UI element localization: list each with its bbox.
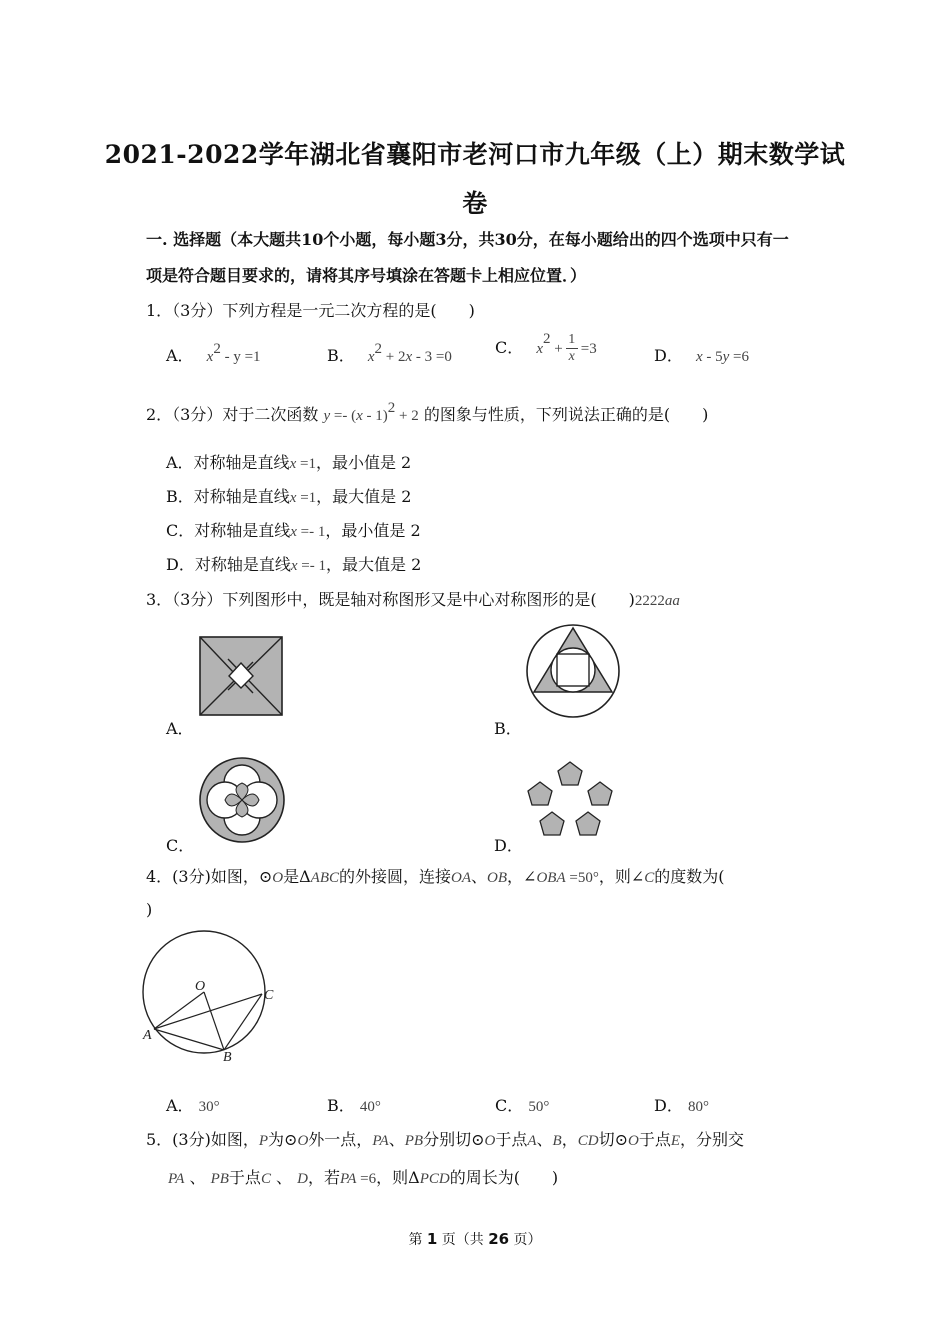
q4-circle-figure [140, 928, 290, 1068]
q4-t-mid3: 、 [471, 867, 488, 886]
q5-A: A [527, 1133, 537, 1149]
q4-c-value: 50° [528, 1099, 550, 1115]
q4-t-mid2: 的外接圆，连接 [339, 867, 452, 886]
q1-c-label: C． [495, 338, 524, 357]
q3-option-b-label: B． [494, 719, 522, 738]
q1-d-x: x [695, 349, 703, 365]
q1-c-fraction [566, 333, 578, 364]
q5-O2: O [484, 1133, 496, 1149]
q4-t-end: 的度数为( [654, 867, 725, 886]
q1-c-plus: + [550, 341, 563, 357]
q4-label-c: C [264, 988, 274, 1003]
q5-t6: 、 [536, 1130, 553, 1149]
q5-t2: 外一点， [308, 1130, 373, 1149]
q2-f-mid2: - 1) [362, 408, 388, 424]
q1-option-c [495, 333, 597, 364]
q4-b-value: 40° [359, 1099, 381, 1115]
q4-t-OB: OB [487, 870, 508, 886]
q5-l2-C: C [260, 1171, 271, 1187]
q4-stem-line2: ) [146, 900, 153, 919]
q1-stem: 1．（3分）下列方程是一元二次方程的是( ) [146, 301, 475, 320]
q4-label-o: O [195, 979, 206, 994]
q3-option-d-label: D． [494, 836, 523, 855]
q2-c-tail: ，最小值是 2 [325, 521, 421, 540]
q4-t-mid4: ，∠ [507, 867, 537, 886]
q3-figure-a [198, 635, 284, 717]
q5-t1: 为⊙ [268, 1130, 298, 1149]
q5-CD: CD [577, 1133, 599, 1149]
q2-d-tail: ，最大值是 2 [325, 555, 422, 574]
q5-l2-t1: 、 [184, 1168, 206, 1187]
footer-page-number: 1 [426, 1230, 438, 1248]
q3-figure-d [524, 760, 616, 846]
q1-a-x: x [206, 349, 214, 365]
q5-t5: 于点 [495, 1130, 528, 1149]
q4-t-mid5: ，则∠ [598, 867, 645, 886]
q5-t10: ，分别交 [680, 1130, 745, 1149]
q2-d-label: D．对称轴是直线 [166, 555, 291, 574]
q5-l2-t4: ，若 [307, 1168, 340, 1187]
q5-E: E [670, 1133, 681, 1149]
q1-c-num: 1 [568, 332, 576, 347]
q1-a-exp: 2 [213, 341, 221, 357]
q2-f-y: y [323, 408, 331, 424]
section-header-line2: 项是符合题目要求的，请将其序号填涂在答题卡上相应位置．） [146, 266, 587, 285]
q5-B: B [552, 1133, 562, 1149]
q4-stem-line1 [146, 864, 725, 887]
q4-t-O: O [272, 870, 284, 886]
q2-a-tail: ，最小值是 2 [315, 453, 412, 472]
q5-l2-eq: =6 [356, 1171, 377, 1187]
q5-l2-t5: ，则Δ [376, 1168, 420, 1187]
q2-a-eq: =1 [296, 456, 316, 472]
q5-l2-D: D [297, 1171, 308, 1187]
q4-label-b: B [223, 1050, 232, 1065]
footer-pre: 第 [408, 1232, 427, 1248]
q2-a-math: x [289, 456, 297, 472]
q4-a-label: A． [166, 1096, 194, 1115]
q5-t8: 切⊙ [598, 1130, 628, 1149]
q3-stem [146, 587, 680, 610]
q4-d-label: D． [654, 1096, 683, 1115]
q4-label-a: A [143, 1028, 152, 1043]
q3-stem-text: 3．（3分）下列图形中，既是轴对称图形又是中心对称图形的是( ) [146, 590, 635, 609]
q3-option-a-label: A． [166, 719, 194, 738]
q1-option-a [166, 343, 261, 366]
q2-c-math: x [290, 524, 297, 540]
q2-stem-pre: 2．（3分）对于二次函数 [146, 405, 319, 424]
q1-c-den: x [568, 349, 575, 364]
q4-a-value: 30° [198, 1099, 220, 1115]
q1-b-rest: - 3 =0 [412, 349, 452, 365]
q1-b-x2: x [405, 349, 413, 365]
q1-option-b [327, 343, 452, 366]
q5-l2-PCD: PCD [419, 1171, 450, 1187]
q3-option-c-label: C． [166, 836, 195, 855]
q2-f-end: + 2 [395, 408, 419, 424]
q2-f-x: x [356, 408, 363, 424]
q4-t-mid1: 是Δ [283, 867, 311, 886]
q2-b-label: B．对称轴是直线 [166, 487, 290, 506]
q2-d-math: x [290, 558, 298, 574]
q4-c-label: C． [495, 1096, 524, 1115]
q1-b-exp: 2 [374, 341, 383, 357]
q4-option-d [654, 1093, 709, 1116]
q5-l2-PA2: PA [340, 1171, 357, 1187]
q2-stem-post: 的图象与性质，下列说法正确的是( ) [423, 405, 709, 424]
q2-a-label: A．对称轴是直线 [166, 453, 290, 472]
q4-t-pre: 4．(3分)如图，⊙ [146, 867, 273, 886]
q5-P: P [258, 1133, 269, 1149]
q4-t-C: C [644, 870, 655, 886]
q4-b-label: B． [327, 1096, 355, 1115]
q1-c-x: x [536, 341, 544, 357]
q1-b-label: B． [327, 346, 355, 365]
footer-mid: 页（共 [437, 1232, 489, 1248]
q2-c-label: C．对称轴是直线 [166, 521, 291, 540]
q5-l2-PB: PB [210, 1171, 229, 1187]
page-title-line2: 卷 [462, 189, 488, 218]
q5-PB: PB [404, 1133, 424, 1149]
q4-t-ABC: ABC [310, 870, 340, 886]
q5-t4: 分别切⊙ [423, 1130, 485, 1149]
q1-b-plus: + 2 [382, 349, 406, 365]
q5-stem-line1 [146, 1127, 744, 1150]
q4-t-OA: OA [451, 870, 472, 886]
q1-a-label: A． [166, 346, 194, 365]
q4-t-OBA: OBA [536, 870, 566, 886]
q5-l2-t3: 、 [270, 1168, 293, 1187]
footer-total-pages: 26 [488, 1230, 510, 1248]
page-footer [0, 1229, 950, 1249]
q5-O1: O [297, 1133, 309, 1149]
q3-stem-tail-num: 2222 [634, 593, 665, 609]
q1-d-rest: =6 [729, 349, 749, 365]
q3-stem-tail-it: aa [664, 593, 680, 609]
q5-PA: PA [372, 1133, 389, 1149]
q1-c-rest: =3 [580, 341, 597, 357]
q5-O3: O [627, 1133, 639, 1149]
q5-l2-t6: 的周长为( ) [449, 1168, 559, 1187]
q1-d-y: y [722, 349, 730, 365]
q5-l2-t2: 于点 [228, 1168, 261, 1187]
q4-option-a [166, 1093, 220, 1116]
q1-c-exp: 2 [543, 331, 551, 347]
section-header-line1: 一. 选择题（本大题共10个小题，每小题3分，共30分，在每小题给出的四个选项中只有一 [146, 230, 789, 249]
q1-d-label: D． [654, 346, 683, 365]
q2-d-eq: =- 1 [297, 558, 326, 574]
footer-post: 页） [509, 1232, 542, 1248]
q2-b-eq: =1 [296, 490, 317, 506]
q1-b-x: x [367, 349, 375, 365]
q2-option-c [166, 518, 421, 541]
q2-option-a [166, 450, 411, 473]
q2-c-eq: =- 1 [296, 524, 326, 540]
page-title-line1: 2021-2022学年湖北省襄阳市老河口市九年级（上）期末数学试 [104, 140, 846, 169]
q1-d-minus: - 5 [702, 349, 723, 365]
q5-t9: 于点 [638, 1130, 671, 1149]
q2-b-math: x [289, 490, 297, 506]
q4-d-value: 80° [687, 1099, 709, 1115]
q2-f-mid: =- ( [330, 408, 357, 424]
q4-option-b [327, 1093, 381, 1116]
q3-figure-c [197, 755, 287, 845]
q5-t3: 、 [388, 1130, 405, 1149]
q4-t-eq: =50° [565, 870, 599, 886]
q5-l2-PA: PA [168, 1171, 185, 1187]
q2-option-b [166, 484, 411, 507]
q2-b-tail: ，最大值是 2 [316, 487, 412, 506]
q2-option-d [166, 552, 421, 575]
q2-stem [146, 402, 708, 425]
q5-pre: 5．(3分)如图， [146, 1130, 259, 1149]
q4-option-c [495, 1093, 549, 1116]
q5-t7: ， [561, 1130, 578, 1149]
q1-option-d [654, 343, 749, 366]
q3-figure-b [524, 622, 622, 720]
q2-f-exp: 2 [387, 400, 396, 416]
q1-a-rest: - y =1 [220, 349, 261, 365]
q5-stem-line2 [168, 1165, 558, 1188]
